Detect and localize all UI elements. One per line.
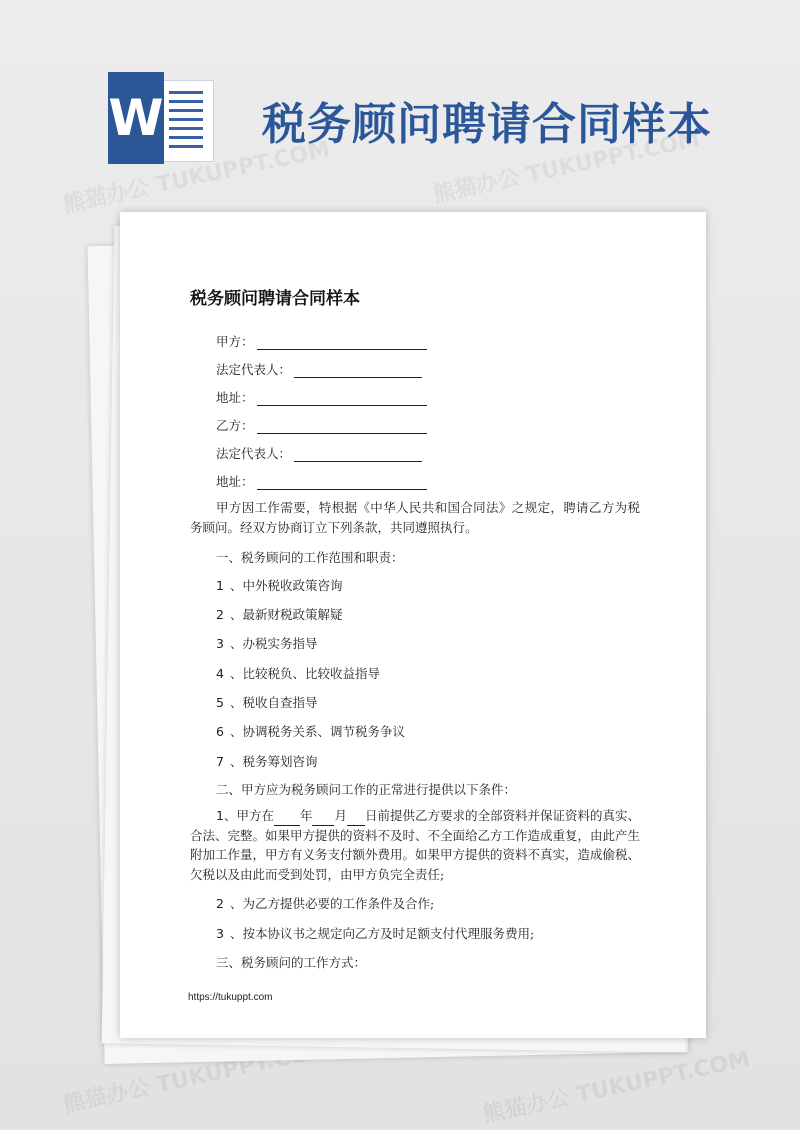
section-2-title: 二、甲方应为税务顾问工作的正常进行提供以下条件： [216, 782, 517, 797]
item-number: 4 [216, 666, 224, 681]
item-number: 7 [216, 754, 224, 769]
item-number: 2 [216, 607, 224, 622]
item-number: 1 [216, 578, 224, 593]
year-label: 年 [299, 808, 313, 823]
party-b-address-field [216, 472, 427, 490]
list-item [216, 576, 342, 594]
watermark: 熊猫办公 TUKUPPT.COM [480, 1046, 753, 1128]
section-3-title: 三、税务顾问的工作方式： [216, 955, 367, 970]
list-item [216, 664, 380, 682]
watermark: 熊猫办公 TUKUPPT.COM [60, 1036, 333, 1118]
list-item [216, 693, 317, 711]
month-label: 月 [334, 808, 347, 823]
party-b-address-label: 地址： [216, 474, 254, 489]
party-a-blank [257, 337, 427, 350]
document-title: 税务顾问聘请合同样本 [190, 289, 360, 309]
day-blank [347, 813, 365, 826]
party-b-rep-blank [294, 449, 422, 462]
item-number: 3 [216, 636, 224, 651]
month-blank [312, 813, 334, 826]
party-a-address-field [216, 388, 427, 406]
year-blank [274, 813, 300, 826]
item-text: 、税收自查指导 [229, 695, 318, 710]
item-text: 、协调税务关系、调节税务争议 [229, 724, 405, 739]
item-text: 、办税实务指导 [229, 636, 318, 651]
item-text: 、中外税收政策咨询 [229, 578, 343, 593]
party-b-field [216, 416, 427, 434]
item-text-rest: 日前提供乙方要求的全部资料并保证资料的真实、合法、完整。如果甲方提供的资料不及时、不全面给乙方工作造成重复，由此产生附加工作量，甲方有义务支付额外费用。如果甲方提供的资料不真实，造成偷税、欠税以及由此而受到处罚，由甲方负完全责任; [190, 808, 641, 882]
party-b-rep-field [216, 444, 422, 462]
item-number: 3 [216, 926, 224, 941]
item-number: 6 [216, 724, 224, 739]
item-text: 、按本协议书之规定向乙方及时足额支付代理服务费用; [229, 926, 535, 941]
section-2-item-2 [216, 894, 434, 912]
item-text: 、比较税负、比较收益指导 [229, 666, 380, 681]
section-2-item-1 [190, 806, 640, 884]
party-b-label: 乙方： [216, 418, 254, 433]
party-b-address-blank [257, 477, 427, 490]
party-a-rep-field [216, 360, 422, 378]
item-number: 5 [216, 695, 224, 710]
document-page [120, 212, 706, 1038]
section-2-item-3 [216, 924, 534, 942]
list-item [216, 752, 317, 770]
party-a-rep-blank [294, 365, 422, 378]
party-a-address-blank [257, 393, 427, 406]
footer-url[interactable]: https://tukuppt.com [188, 992, 273, 1003]
item-number: 2 [216, 896, 224, 911]
watermark: 熊猫办公 TUKUPPT.COM [60, 136, 333, 218]
item-text: 、最新财税政策解疑 [229, 607, 343, 622]
intro-paragraph: 甲方因工作需要，特根据《中华人民共和国合同法》之规定，聘请乙方为税务顾问。经双方协商订立下列条款，共同遵照执行。 [190, 500, 640, 535]
list-item [216, 722, 405, 740]
item-number: 1 [216, 808, 224, 823]
banner [0, 0, 800, 190]
watermark: 熊猫办公 TUKUPPT.COM [430, 126, 703, 208]
item-text: 、税务筹划咨询 [229, 754, 318, 769]
party-b-rep-label: 法定代表人： [216, 446, 292, 461]
banner-title: 税务顾问聘请合同样本 [262, 99, 712, 150]
section-1-title: 一、税务顾问的工作范围和职责： [216, 550, 404, 565]
word-logo-letter: W [108, 72, 164, 164]
party-a-field [216, 332, 427, 350]
item-text-pre: 、甲方在 [223, 808, 274, 823]
item-text: 、为乙方提供必要的工作条件及合作; [229, 896, 435, 911]
party-b-blank [257, 421, 427, 434]
list-item [216, 605, 342, 623]
party-a-rep-label: 法定代表人： [216, 362, 292, 377]
list-item [216, 634, 317, 652]
word-icon [104, 72, 216, 164]
party-a-label: 甲方： [216, 334, 254, 349]
party-a-address-label: 地址： [216, 390, 254, 405]
